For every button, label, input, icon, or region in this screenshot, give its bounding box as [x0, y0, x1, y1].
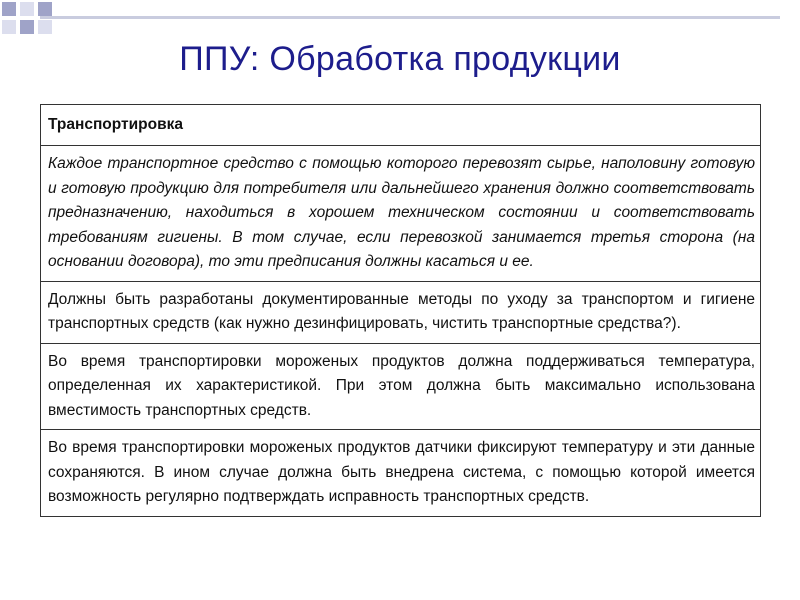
slide-title: ППУ: Обработка продукции: [179, 40, 621, 78]
table-row: Во время транспортировки мороженых продуктов датчики фиксируют температуру и эти данные сохраняются. В ином случае должна быть внедрена система, с помощью которой имеется возможность регулярно подтверждать исправность транспортных средств.: [41, 429, 760, 516]
decor-square: [20, 2, 34, 16]
decor-square: [20, 20, 34, 34]
decor-square: [38, 2, 52, 16]
title-rule: [40, 16, 780, 19]
table-row: Должны быть разработаны документированные методы по уходу за транспортом и гигиене транспортных средств (как нужно дезинфицировать, чистить транспортные средства?).: [41, 281, 760, 343]
table-row: Каждое транспортное средство с помощью которого перевозят сырье, наполовину готовую и готовую продукцию для потребителя или дальнейшего хранения должно соответствовать предназначению, находиться в хорошем техническом состоянии и соответствовать требованиям гигиены. В том случае, если перевозкой занимается третья сторона (на основании договора), то эти предписания должны касаться и ее.: [41, 145, 760, 281]
decor-square: [38, 20, 52, 34]
table-row: Во время транспортировки мороженых продуктов должна поддерживаться температура, определенная их характеристикой. При этом должна быть максимально использована вместимость транспортных средств.: [41, 343, 760, 430]
content-table: [40, 104, 761, 517]
decor-square: [2, 20, 16, 34]
decor-square: [2, 2, 16, 16]
table-header: Транспортировка: [48, 116, 184, 133]
